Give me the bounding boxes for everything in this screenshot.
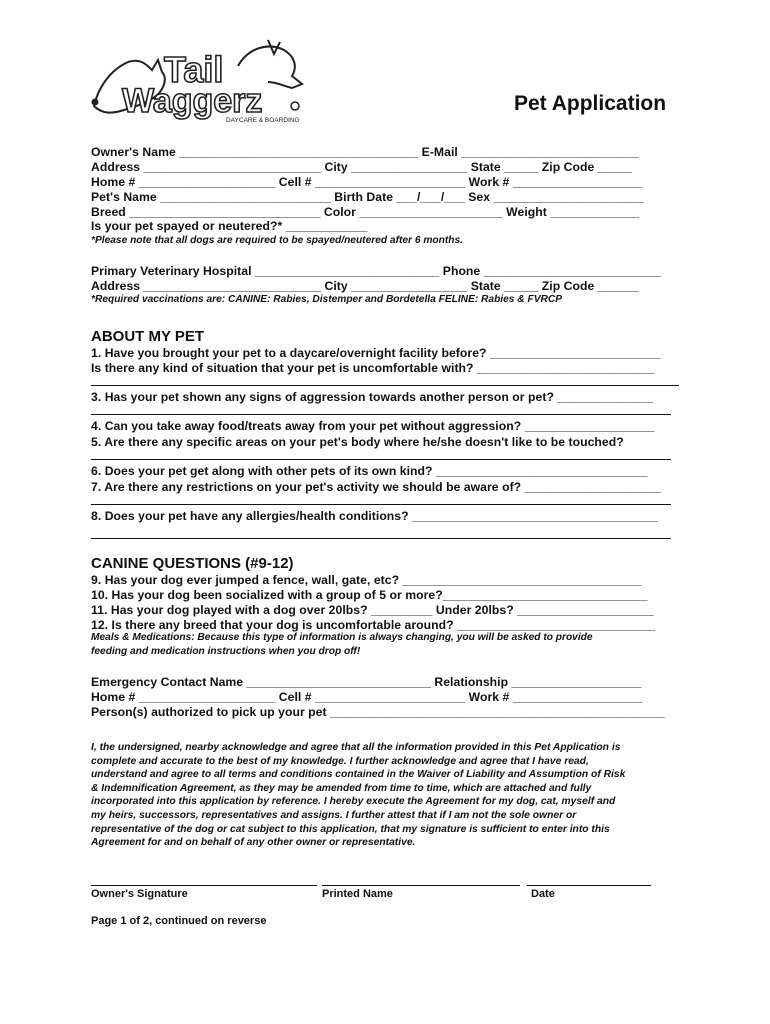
agreement-line: my heirs, successors, representatives and assigns. I further attest that if I am not the sole owner or [91, 809, 577, 821]
pet-name-line[interactable]: Pet's Name _________________________ Birth Date ___/___/___ Sex ______________________ [91, 190, 644, 204]
agreement-line: & Indemnification Agreement, as they may be amended from time to time, which are attached and fully [91, 782, 592, 794]
answer-line-8[interactable] [91, 538, 671, 539]
vaccination-note: *Required vaccinations are: CANINE: Rabies, Distemper and Bordetella FELINE: Rabies & FVRCP [91, 294, 563, 305]
date-field[interactable] [527, 885, 651, 886]
question-11[interactable]: 11. Has your dog played with a dog over 20lbs? _________ Under 20lbs? ____________________ [91, 603, 654, 617]
question-7[interactable]: 7. Are there any restrictions on your pet's activity we should be aware of? ____________________ [91, 480, 662, 494]
agreement-paragraph [91, 741, 691, 850]
question-8[interactable]: 8. Does your pet have any allergies/health conditions? ____________________________________ [91, 509, 658, 523]
meals-note-continued: feeding and medication instructions when you drop off! [91, 646, 361, 657]
answer-line-5[interactable] [91, 459, 671, 460]
question-3[interactable]: 3. Has your pet shown any signs of aggression towards another person or pet? ______________ [91, 390, 653, 404]
brand-line2: Waggerz [122, 82, 263, 120]
answer-line-7[interactable] [91, 504, 671, 505]
question-5[interactable]: 5. Are there any specific areas on your pet's body where he/she doesn't like to be touched? [91, 435, 624, 449]
owner-signature-field[interactable] [91, 885, 317, 886]
question-4[interactable]: 4. Can you take away food/treats away from your pet without aggression? ___________________ [91, 419, 655, 433]
agreement-line: representative of the dog or cat subject to this application, that my signature is sufficient to enter into this [91, 823, 610, 835]
authorized-pickup-line[interactable]: Person(s) authorized to pick up your pet _________________________________________________ [91, 705, 665, 719]
emergency-contact-line[interactable]: Emergency Contact Name ___________________________ Relationship ___________________ [91, 675, 642, 689]
date-label: Date [531, 888, 555, 900]
question-10[interactable]: 10. Has your dog been socialized with a group of 5 or more?______________________________ [91, 588, 648, 602]
question-6[interactable]: 6. Does your pet get along with other pets of its own kind? _______________________________ [91, 464, 648, 478]
printed-name-label: Printed Name [322, 888, 393, 900]
page-footer: Page 1 of 2, continued on reverse [91, 915, 267, 927]
agreement-line: Agreement for and on behalf of any other owner or representative. [91, 837, 416, 849]
owner-address-line[interactable]: Address __________________________ City _________________ State _____ Zip Code _____ [91, 160, 632, 174]
paw-dot-icon [291, 102, 299, 110]
vet-hospital-line[interactable]: Primary Veterinary Hospital ___________________________ Phone __________________________ [91, 264, 662, 278]
brand-tagline: DAYCARE & BOARDING [226, 117, 300, 124]
meals-note: Meals & Medications: Because this type of information is always changing, you will be asked to provide [91, 632, 593, 643]
emergency-phone-line[interactable]: Home # ____________________ Cell # ______________________ Work # ___________________ [91, 690, 643, 704]
page-title: Pet Application [514, 92, 667, 115]
agreement-line: incorporated into this application by reference. I hereby execute the Agreement for my dog, cat, myself and [91, 796, 616, 808]
question-1[interactable]: 1. Have you brought your pet to a daycare/overnight facility before? _________________________ [91, 346, 661, 360]
question-9[interactable]: 9. Has your dog ever jumped a fence, wall, gate, etc? ___________________________________ [91, 573, 642, 587]
about-heading: ABOUT MY PET [91, 328, 205, 345]
answer-line-2[interactable] [91, 385, 679, 386]
tail-waggerz-logo [88, 36, 318, 128]
canine-heading: CANINE QUESTIONS (#9-12) [91, 555, 294, 572]
owner-signature-label: Owner's Signature [91, 888, 188, 900]
owner-name-email-line[interactable]: Owner's Name ___________________________________ E-Mail __________________________ [91, 145, 639, 159]
vet-address-line[interactable]: Address __________________________ City _________________ State _____ Zip Code ______ [91, 279, 639, 293]
question-12[interactable]: 12. Is there any breed that your dog is uncomfortable around? _____________________________ [91, 618, 656, 632]
brand-line1: Tail [164, 49, 224, 90]
owner-phone-line[interactable]: Home # ____________________ Cell # ______________________ Work # ___________________ [91, 175, 643, 189]
agreement-line: I, the undersigned, nearby acknowledge and agree that all the information provided in this Pet Application is [91, 742, 621, 753]
pet-breed-line[interactable]: Breed ____________________________ Color _____________________ Weight _____________ [91, 205, 640, 219]
spayed-neutered-line[interactable]: Is your pet spayed or neutered?* ____________ [91, 219, 368, 233]
printed-name-field[interactable] [322, 885, 520, 886]
spay-note: *Please note that all dogs are required to be spayed/neutered after 6 months. [91, 235, 463, 246]
answer-line-3[interactable] [91, 414, 671, 415]
agreement-line: complete and accurate to the best of my knowledge. I further acknowledge and agree that I have read, [91, 755, 589, 767]
agreement-line: understand and agree to all terms and conditions contained in the Waiver of Liability and Assumption of Risk [91, 769, 626, 781]
question-2[interactable]: Is there any kind of situation that your pet is uncomfortable with? __________________________ [91, 361, 655, 375]
